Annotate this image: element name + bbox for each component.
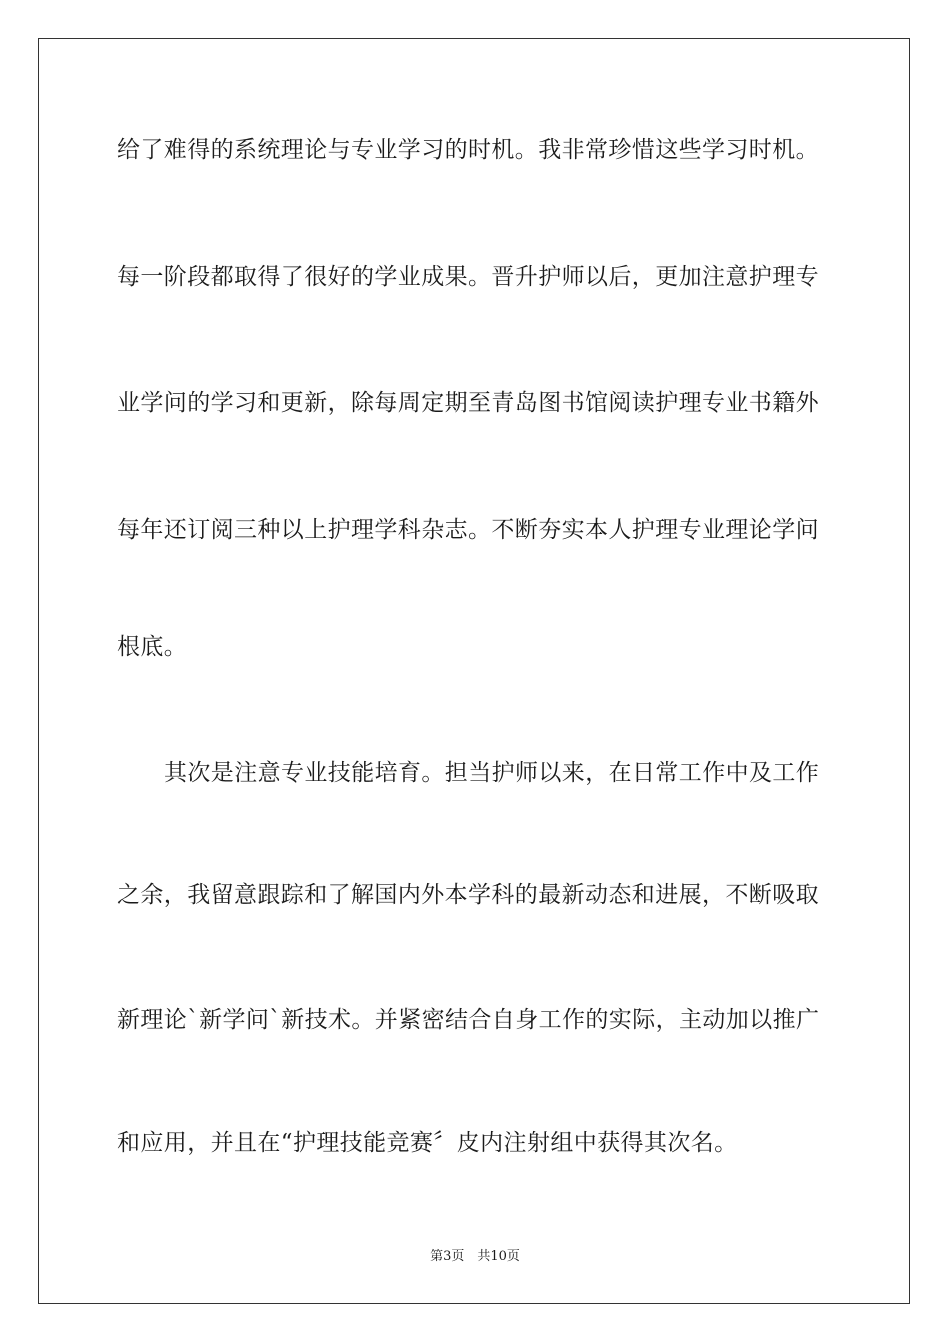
text-line-6: 其次是注意专业技能培育。担当护师以来，在日常工作中及工作 bbox=[164, 760, 820, 786]
page-number-footer: 第3页 共10页 bbox=[430, 1249, 520, 1264]
text-line-1: 给了难得的系统理论与专业学习的时机。我非常珍惜这些学习时机。 bbox=[117, 137, 819, 163]
text-line-9: 和应用，并且在“护理技能竞赛〞皮内注射组中获得其次名。 bbox=[117, 1130, 738, 1156]
text-line-4: 每年还订阅三种以上护理学科杂志。不断夯实本人护理专业理论学问 bbox=[117, 517, 819, 543]
text-line-3: 业学问的学习和更新，除每周定期至青岛图书馆阅读护理专业书籍外 bbox=[117, 390, 819, 416]
text-line-5: 根底。 bbox=[117, 634, 188, 660]
page-border bbox=[38, 38, 910, 1304]
text-line-7: 之余，我留意跟踪和了解国内外本学科的最新动态和进展，不断吸取 bbox=[117, 882, 819, 908]
text-line-2: 每一阶段都取得了很好的学业成果。晋升护师以后，更加注意护理专 bbox=[117, 264, 819, 290]
text-line-8: 新理论`新学问`新技术。并紧密结合自身工作的实际，主动加以推广 bbox=[117, 1007, 820, 1033]
